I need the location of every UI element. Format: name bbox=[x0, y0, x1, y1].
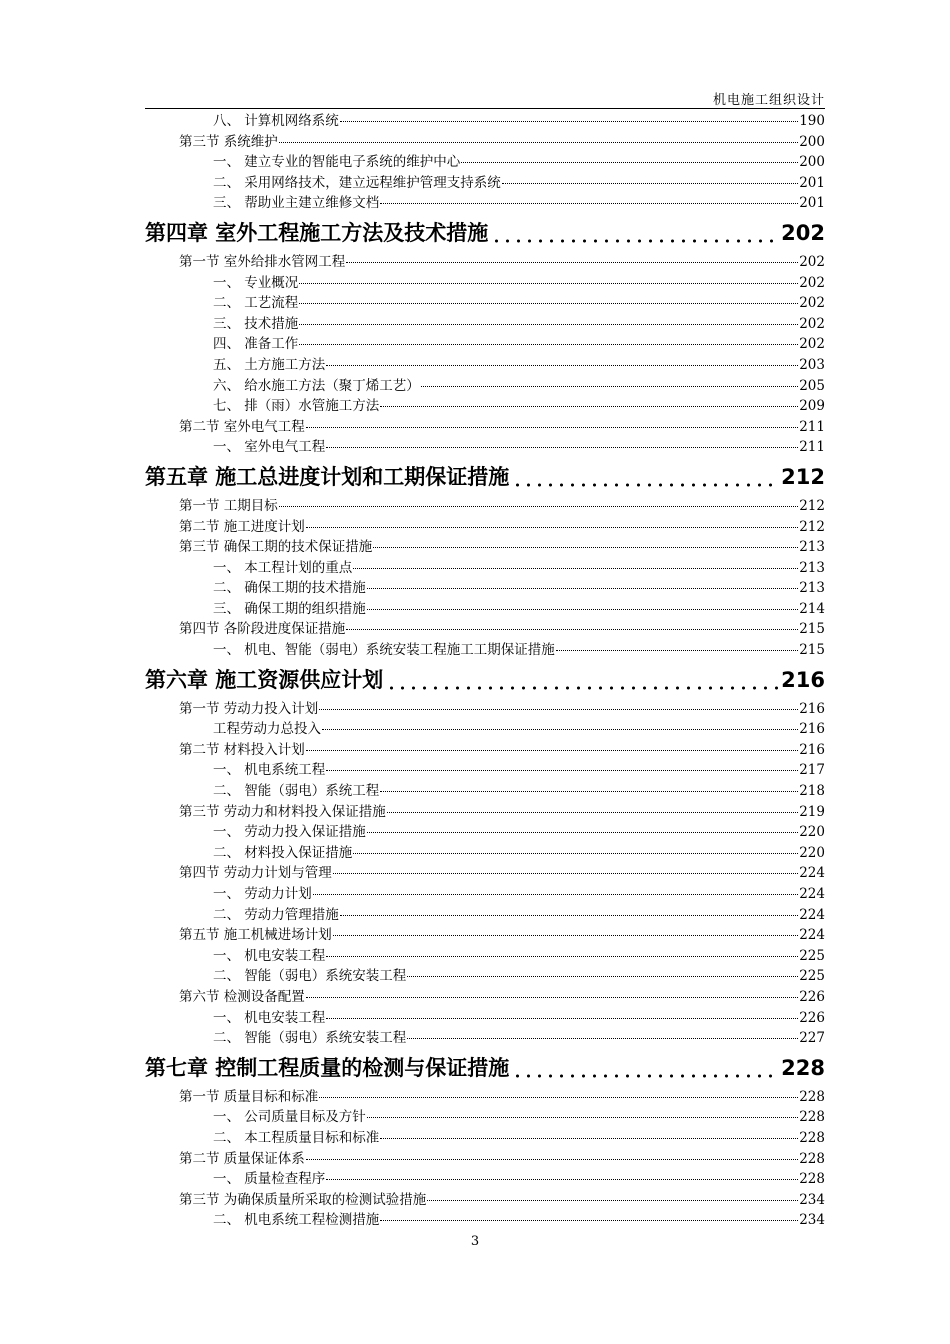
toc-entry-label: 二、 采用网络技术，建立远程维护管理支持系统 bbox=[213, 174, 501, 191]
toc-section-entry[interactable] bbox=[145, 802, 825, 823]
toc-subsection-entry[interactable] bbox=[145, 111, 825, 132]
toc-entry-label: 一、 公司质量目标及方针 bbox=[213, 1109, 366, 1126]
dot-leader bbox=[489, 217, 780, 249]
dot-leader bbox=[367, 608, 798, 610]
toc-entry-page: 228 bbox=[799, 1088, 825, 1105]
dot-leader bbox=[373, 546, 798, 548]
dot-leader bbox=[319, 1096, 798, 1098]
toc-entry-page: 226 bbox=[799, 988, 825, 1005]
toc-entry-label: 一、 机电系统工程 bbox=[213, 762, 326, 779]
dot-leader bbox=[299, 302, 798, 304]
toc-entry-label: 第二节 施工进度计划 bbox=[179, 518, 305, 535]
toc-entry-page: 215 bbox=[799, 621, 825, 638]
dot-leader bbox=[380, 405, 798, 407]
toc-section-entry[interactable] bbox=[145, 863, 825, 884]
dot-leader bbox=[353, 567, 798, 569]
toc-subsection-entry[interactable] bbox=[145, 1107, 825, 1128]
toc-entry-page: 190 bbox=[799, 113, 825, 129]
toc-entry-label: 第七章 控制工程质量的检测与保证措施 bbox=[145, 1055, 510, 1080]
toc-entry-page: 220 bbox=[799, 844, 825, 861]
toc-entry-page: 224 bbox=[799, 927, 825, 944]
toc-section-entry[interactable] bbox=[145, 496, 825, 517]
toc-entry-label: 第五节 施工机械进场计划 bbox=[179, 927, 332, 944]
toc-entry-label: 一、 劳动力计划 bbox=[213, 886, 312, 902]
toc-entry-page: 202 bbox=[799, 253, 825, 270]
dot-leader bbox=[326, 1017, 798, 1019]
dot-leader bbox=[333, 872, 798, 874]
toc-subsection-entry[interactable] bbox=[145, 193, 825, 214]
page-number: 3 bbox=[470, 1234, 480, 1249]
toc-entry-page: 227 bbox=[799, 1030, 825, 1047]
toc-entry-label: 一、 室外电气工程 bbox=[213, 439, 326, 456]
dot-leader bbox=[306, 996, 798, 998]
toc-section-entry[interactable] bbox=[145, 925, 825, 946]
toc-subsection-entry[interactable] bbox=[145, 822, 825, 843]
toc-entry-label: 一、 机电安装工程 bbox=[213, 947, 326, 964]
toc-subsection-entry[interactable] bbox=[145, 1169, 825, 1190]
toc-entry-label: 二、 劳动力管理措施 bbox=[213, 906, 339, 923]
dot-leader bbox=[306, 426, 798, 428]
toc-subsection-entry[interactable] bbox=[145, 905, 825, 926]
toc-entry-page: 202 bbox=[781, 220, 825, 245]
toc-entry-label: 一、 本工程计划的重点 bbox=[213, 559, 353, 576]
toc-section-entry[interactable] bbox=[145, 1087, 825, 1108]
toc-subsection-entry[interactable] bbox=[145, 946, 825, 967]
toc-entry-label: 二、 智能（弱电）系统安装工程 bbox=[213, 968, 407, 985]
toc-entry-label: 二、 智能（弱电）系统工程 bbox=[213, 783, 380, 800]
dot-leader bbox=[299, 343, 798, 345]
toc-section-entry[interactable] bbox=[145, 252, 825, 273]
toc-entry-page: 225 bbox=[799, 968, 825, 985]
toc-section-entry[interactable] bbox=[145, 740, 825, 761]
toc-entry-page: 224 bbox=[799, 906, 825, 923]
toc-entry-page: 215 bbox=[799, 642, 825, 659]
dot-leader bbox=[461, 161, 798, 163]
toc-entry-label: 第二节 材料投入计划 bbox=[179, 741, 305, 758]
toc-entry-page: 211 bbox=[799, 439, 825, 456]
dot-leader bbox=[367, 1116, 798, 1118]
toc-entry-page: 200 bbox=[799, 133, 825, 150]
toc-entry-label: 一、 机电安装工程 bbox=[213, 1009, 326, 1026]
dot-leader bbox=[556, 649, 798, 651]
toc-subsection-entry[interactable] bbox=[145, 152, 825, 173]
table-of-contents bbox=[145, 111, 825, 1231]
toc-subsection-entry[interactable] bbox=[145, 884, 825, 905]
toc-section-entry[interactable] bbox=[145, 537, 825, 558]
toc-entry-page: 209 bbox=[799, 398, 825, 415]
toc-entry-label: 第二节 室外电气工程 bbox=[179, 418, 305, 435]
toc-entry-label: 一、 质量检查程序 bbox=[213, 1171, 326, 1188]
toc-subsection-entry[interactable] bbox=[145, 1028, 825, 1049]
dot-leader bbox=[510, 461, 780, 493]
toc-entry-page: 214 bbox=[799, 600, 825, 617]
toc-entry-page: 201 bbox=[799, 195, 825, 212]
dot-leader bbox=[326, 1178, 798, 1180]
toc-entry-label: 五、 土方施工方法 bbox=[213, 356, 326, 373]
toc-subsection-entry[interactable] bbox=[145, 719, 825, 740]
toc-entry-label: 二、 工艺流程 bbox=[213, 295, 299, 312]
toc-entry-page: 228 bbox=[799, 1129, 825, 1146]
dot-leader bbox=[346, 628, 798, 630]
dot-leader bbox=[319, 708, 798, 710]
toc-subsection-entry[interactable] bbox=[145, 273, 825, 294]
toc-entry-page: 216 bbox=[799, 700, 825, 717]
toc-entry-label: 第四节 各阶段进度保证措施 bbox=[179, 621, 346, 638]
toc-entry-label: 第四章 室外工程施工方法及技术措施 bbox=[145, 220, 489, 245]
dot-leader bbox=[299, 323, 798, 325]
dot-leader bbox=[313, 893, 798, 895]
toc-subsection-entry[interactable] bbox=[145, 578, 825, 599]
toc-entry-page: 201 bbox=[799, 174, 825, 191]
dot-leader bbox=[322, 728, 798, 730]
toc-entry-label: 第四节 劳动力计划与管理 bbox=[179, 865, 332, 882]
toc-entry-page: 220 bbox=[799, 824, 825, 841]
toc-entry-label: 二、 机电系统工程检测措施 bbox=[213, 1212, 380, 1229]
toc-subsection-entry[interactable] bbox=[145, 1210, 825, 1231]
toc-chapter-entry[interactable] bbox=[145, 1052, 825, 1084]
dot-leader bbox=[326, 446, 798, 448]
toc-entry-page: 200 bbox=[799, 154, 825, 171]
toc-entry-label: 第一节 劳动力投入计划 bbox=[179, 700, 319, 717]
dot-leader bbox=[510, 1052, 780, 1084]
toc-entry-page: 216 bbox=[799, 721, 825, 738]
toc-entry-label: 第三节 系统维护 bbox=[179, 133, 278, 150]
toc-subsection-entry[interactable] bbox=[145, 173, 825, 194]
toc-subsection-entry[interactable] bbox=[145, 599, 825, 620]
toc-entry-page: 217 bbox=[799, 762, 825, 779]
toc-entry-label: 一、 专业概况 bbox=[213, 274, 299, 291]
toc-entry-page: 228 bbox=[799, 1171, 825, 1188]
toc-entry-page: 205 bbox=[799, 377, 825, 394]
toc-subsection-entry[interactable] bbox=[145, 1128, 825, 1149]
dot-leader bbox=[380, 1137, 798, 1139]
dot-leader bbox=[421, 385, 798, 387]
toc-entry-label: 三、 确保工期的组织措施 bbox=[213, 600, 366, 617]
dot-leader bbox=[427, 1199, 798, 1201]
toc-subsection-entry[interactable] bbox=[145, 558, 825, 579]
toc-entry-label: 六、 给水施工方法（聚丁烯工艺） bbox=[213, 377, 420, 394]
dot-leader bbox=[306, 1158, 798, 1160]
toc-entry-label: 第二节 质量保证体系 bbox=[179, 1150, 305, 1167]
dot-leader bbox=[340, 120, 798, 122]
toc-entry-label: 第三节 劳动力和材料投入保证措施 bbox=[179, 803, 386, 820]
dot-leader bbox=[380, 790, 798, 792]
toc-entry-label: 一、 建立专业的智能电子系统的维护中心 bbox=[213, 154, 461, 171]
toc-entry-label: 第一节 工期目标 bbox=[179, 497, 278, 514]
toc-entry-label: 第五章 施工总进度计划和工期保证措施 bbox=[145, 464, 510, 489]
toc-section-entry[interactable] bbox=[145, 517, 825, 538]
toc-entry-label: 二、 智能（弱电）系统安装工程 bbox=[213, 1030, 407, 1047]
toc-entry-label: 三、 帮助业主建立维修文档 bbox=[213, 195, 380, 212]
dot-leader bbox=[306, 526, 798, 528]
dot-leader bbox=[502, 182, 798, 184]
toc-entry-label: 一、 机电、智能（弱电）系统安装工程施工工期保证措施 bbox=[213, 642, 555, 659]
toc-entry-label: 第六章 施工资源供应计划 bbox=[145, 667, 384, 692]
dot-leader bbox=[380, 1219, 798, 1221]
toc-entry-page: 202 bbox=[799, 315, 825, 332]
dot-leader bbox=[333, 934, 798, 936]
dot-leader bbox=[346, 261, 798, 263]
toc-entry-page: 226 bbox=[799, 1009, 825, 1026]
toc-chapter-entry[interactable] bbox=[145, 217, 825, 249]
toc-entry-label: 第一节 质量目标和标准 bbox=[179, 1088, 319, 1105]
toc-subsection-entry[interactable] bbox=[145, 376, 825, 397]
dot-leader bbox=[380, 202, 798, 204]
toc-entry-page: 203 bbox=[799, 356, 825, 373]
dot-leader bbox=[279, 505, 798, 507]
toc-entry-page: 228 bbox=[781, 1055, 825, 1080]
toc-subsection-entry[interactable] bbox=[145, 843, 825, 864]
toc-entry-page: 212 bbox=[799, 497, 825, 514]
toc-entry-page: 213 bbox=[799, 580, 825, 597]
toc-section-entry[interactable] bbox=[145, 417, 825, 438]
toc-entry-page: 212 bbox=[799, 518, 825, 535]
toc-section-entry[interactable] bbox=[145, 619, 825, 640]
toc-entry-label: 四、 准备工作 bbox=[213, 336, 299, 353]
toc-entry-label: 工程劳动力总投入 bbox=[213, 721, 321, 738]
toc-entry-label: 二、 本工程质量目标和标准 bbox=[213, 1129, 380, 1146]
toc-entry-page: 202 bbox=[799, 295, 825, 312]
toc-subsection-entry[interactable] bbox=[145, 966, 825, 987]
toc-entry-page: 219 bbox=[799, 803, 825, 820]
toc-entry-page: 224 bbox=[799, 865, 825, 882]
toc-entry-label: 第六节 检测设备配置 bbox=[179, 988, 305, 1005]
dot-leader bbox=[326, 364, 798, 366]
toc-entry-page: 211 bbox=[799, 418, 825, 435]
toc-entry-page: 213 bbox=[799, 559, 825, 576]
dot-leader bbox=[326, 769, 798, 771]
toc-entry-page: 216 bbox=[781, 667, 825, 692]
toc-section-entry[interactable] bbox=[145, 699, 825, 720]
toc-entry-label: 第三节 为确保质量所采取的检测试验措施 bbox=[179, 1191, 427, 1208]
dot-leader bbox=[407, 975, 798, 977]
dot-leader bbox=[279, 141, 798, 143]
dot-leader bbox=[353, 852, 798, 854]
toc-entry-label: 第三节 确保工期的技术保证措施 bbox=[179, 539, 373, 556]
toc-subsection-entry[interactable] bbox=[145, 437, 825, 458]
toc-entry-page: 213 bbox=[799, 539, 825, 556]
toc-section-entry[interactable] bbox=[145, 1190, 825, 1211]
toc-section-entry[interactable] bbox=[145, 987, 825, 1008]
toc-subsection-entry[interactable] bbox=[145, 1008, 825, 1029]
dot-leader bbox=[340, 914, 798, 916]
toc-entry-label: 八、 计算机网络系统 bbox=[213, 113, 339, 129]
header-divider bbox=[145, 108, 825, 109]
toc-section-entry[interactable] bbox=[145, 1149, 825, 1170]
dot-leader bbox=[384, 664, 780, 696]
toc-subsection-entry[interactable] bbox=[145, 314, 825, 335]
toc-subsection-entry[interactable] bbox=[145, 781, 825, 802]
toc-entry-page: 218 bbox=[799, 783, 825, 800]
toc-entry-label: 三、 技术措施 bbox=[213, 315, 299, 332]
running-header-title: 机电施工组织设计 bbox=[712, 93, 825, 108]
toc-entry-page: 216 bbox=[799, 741, 825, 758]
dot-leader bbox=[306, 749, 798, 751]
toc-entry-label: 二、 材料投入保证措施 bbox=[213, 844, 353, 861]
toc-subsection-entry[interactable] bbox=[145, 334, 825, 355]
toc-chapter-entry[interactable] bbox=[145, 664, 825, 696]
toc-entry-label: 二、 确保工期的技术措施 bbox=[213, 580, 366, 597]
toc-subsection-entry[interactable] bbox=[145, 396, 825, 417]
toc-entry-page: 225 bbox=[799, 947, 825, 964]
toc-subsection-entry[interactable] bbox=[145, 355, 825, 376]
toc-entry-label: 一、 劳动力投入保证措施 bbox=[213, 824, 366, 841]
toc-entry-page: 234 bbox=[799, 1212, 825, 1229]
toc-entry-page: 228 bbox=[799, 1109, 825, 1126]
toc-entry-label: 第一节 室外给排水管网工程 bbox=[179, 253, 346, 270]
dot-leader bbox=[299, 282, 798, 284]
toc-entry-page: 224 bbox=[799, 886, 825, 902]
dot-leader bbox=[367, 831, 798, 833]
toc-section-entry[interactable] bbox=[145, 132, 825, 153]
toc-entry-page: 234 bbox=[799, 1191, 825, 1208]
toc-entry-page: 202 bbox=[799, 274, 825, 291]
toc-chapter-entry[interactable] bbox=[145, 461, 825, 493]
toc-subsection-entry[interactable] bbox=[145, 293, 825, 314]
dot-leader bbox=[387, 811, 798, 813]
toc-entry-page: 212 bbox=[781, 464, 825, 489]
toc-entry-label: 七、 排（雨）水管施工方法 bbox=[213, 398, 380, 415]
dot-leader bbox=[407, 1037, 798, 1039]
dot-leader bbox=[326, 955, 798, 957]
toc-entry-page: 228 bbox=[799, 1150, 825, 1167]
toc-subsection-entry[interactable] bbox=[145, 760, 825, 781]
toc-subsection-entry[interactable] bbox=[145, 640, 825, 661]
toc-entry-page: 202 bbox=[799, 336, 825, 353]
dot-leader bbox=[367, 587, 798, 589]
